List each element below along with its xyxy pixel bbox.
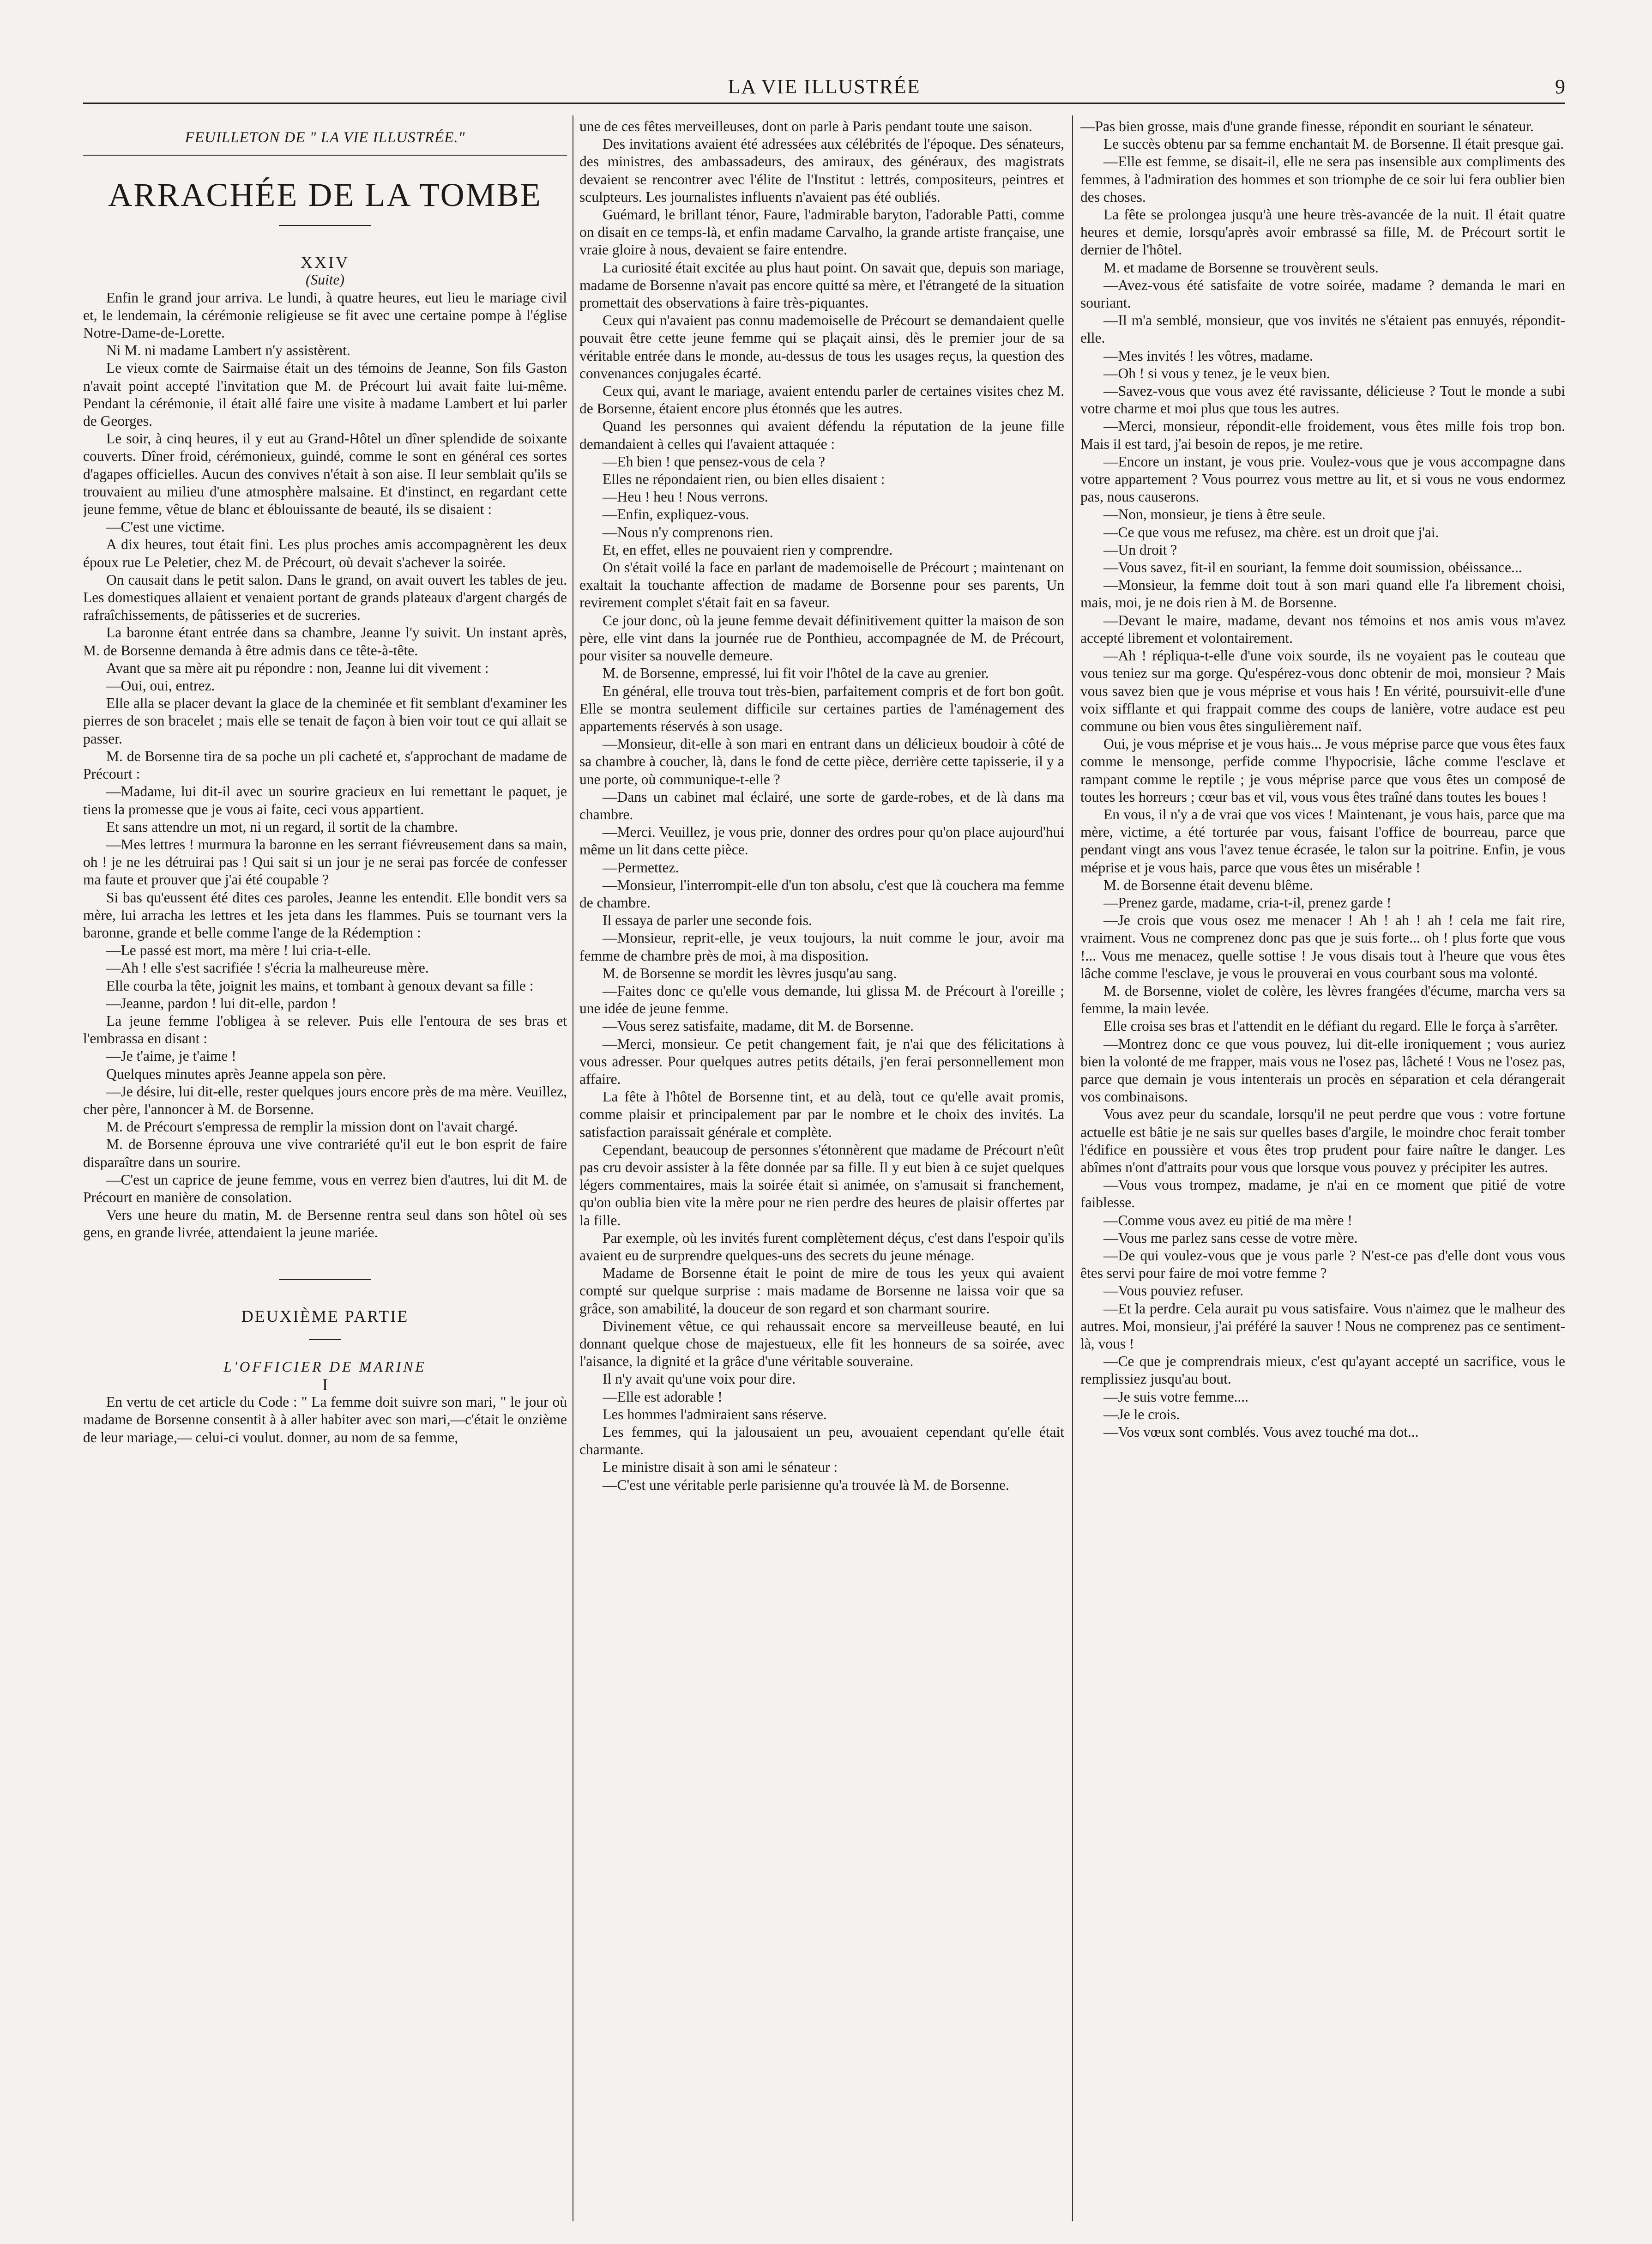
paragraph: —Je t'aime, je t'aime !: [106, 1048, 236, 1065]
paragraph: Madame de Borsenne était le point de mire de tous les yeux qui avaient compté sur quelque surprise : mais madame de Borsenne ne laissa voir que sa grâce, son amabilité, la douceur de son regard et son charmant sourire.: [579, 1265, 1064, 1317]
paragraph: Vous avez peur du scandale, lorsqu'il ne peut perdre que vous : votre fortune actuelle est bâtie je ne sais sur quelles bases d'argile, le moindre choc ferait tomber l'édifice en poussière et vous êtes trop prudent pour faire naître le danger. Les abîmes n'ont d'attraits pour vous que lorsque vous pouvez y précipiter les autres.: [1080, 1106, 1565, 1175]
section-number: I: [322, 1375, 328, 1394]
paragraph: —Heu ! heu ! Nous verrons.: [603, 489, 768, 505]
paragraph: —Oh ! si vous y tenez, je le veux bien.: [1103, 365, 1330, 381]
paragraph: —Je désire, lui dit-elle, rester quelques jours encore près de ma mère. Veuillez, cher père, l'annoncer à M. de Borsenne.: [83, 1083, 567, 1117]
paragraph: On causait dans le petit salon. Dans le grand, on avait ouvert les tables de jeu. Les domestiques allaient et venaient portant de grands plateaux d'argent chargés de rafraîchissements, de pâtisseries et de sucreries.: [83, 571, 567, 623]
paragraph: —Le passé est mort, ma mère ! lui cria-t-elle.: [106, 942, 371, 959]
paragraph: —Vous vous trompez, madame, je n'ai en ce moment que pitié de votre faiblesse.: [1080, 1177, 1565, 1211]
paragraph: Ni M. ni madame Lambert n'y assistèrent.: [106, 342, 350, 359]
paragraph: —Il m'a semblé, monsieur, que vos invités ne s'étaient pas ennuyés, répondit-elle.: [1080, 312, 1565, 346]
chapter-suite: (Suite): [306, 272, 344, 288]
paragraph: Elle courba la tête, joignit les mains, et tombant à genoux devant sa fille :: [106, 977, 534, 994]
paragraph: Elle croisa ses bras et l'attendit en le défiant du regard. Elle le força à s'arrêter.: [1103, 1018, 1558, 1034]
paragraph: Le ministre disait à son ami le sénateur :: [603, 1459, 838, 1476]
paragraph: —Je crois que vous osez me menacer ! Ah ! ah ! ah ! cela me fait rire, vraiment. Vous ne comprenez donc pas que je suis forte... oh ! plus forte que vous !... Vous me menacez, quelle sottise ! Je vous disais tout à l'heure que vous êtes lâche comme l'esclave, je vous le prouverai en vous courbant sous ma volonté.: [1080, 912, 1565, 981]
paragraph: —Merci, monsieur. Ce petit changement fait, je n'ai que des félicitations à vous adresser. Pour quelques autres petits détails, j'en ferai personnellement mon affaire.: [579, 1035, 1064, 1087]
paragraph: —Montrez donc ce que vous pouvez, lui dit-elle ironiquement ; vous auriez bien la volonté de me frapper, mais vous ne l'osez pas, lâcheté ! Vous ne l'osez pas, parce que demain je vous intenterais un procès en séparation et cela dérangerait vos combinaisons.: [1080, 1035, 1565, 1105]
paragraph: —Elle est adorable !: [603, 1388, 723, 1405]
paragraph: Le vieux comte de Sairmaise était un des témoins de Jeanne, Son fils Gaston n'avait point accepté l'invitation que M. de Précourt lui avait faite lui-même. Pendant la cérémonie, il était allé faire une visite à madame Lambert et lui parler de Georges.: [83, 360, 567, 429]
paragraph: On s'était voilé la face en parlant de mademoiselle de Précourt ; maintenant on exaltait la touchante affection de madame de Borsenne pour ses parents, Un revirement complet s'était fait en sa faveur.: [579, 559, 1064, 611]
paragraph: —Merci, monsieur, répondit-elle froidement, vous êtes mille fois trop bon. Mais il est tard, j'ai besoin de repos, je me retire.: [1080, 418, 1565, 452]
paragraph: Ceux qui, avant le mariage, avaient entendu parler de certaines visites chez M. de Borsenne, étaient encore plus étonnés que les autres.: [579, 383, 1064, 417]
paragraph: Enfin le grand jour arriva. Le lundi, à quatre heures, eut lieu le mariage civil et, le lendemain, la cérémonie religieuse se fit avec une certaine pompe à l'église Notre-Dame-de-Lorette.: [83, 289, 567, 341]
paragraph: Elles ne répondaient rien, ou bien elles disaient :: [603, 471, 885, 488]
paragraph: En vertu de cet article du Code : " La femme doit suivre son mari, " le jour où madame de Borsenne consentit à à aller habiter avec son mari,—c'était le onzième de leur mariage,— celui-ci voulut. donner, au nom de sa femme,: [83, 1394, 567, 1446]
paragraph: Des invitations avaient été adressées aux célébrités de l'époque. Des sénateurs, des ministres, des ambassadeurs, des amiraux, des généraux, des magistrats devaient se rencontrer avec l'élite de l'Institut : lettrés, compositeurs, peintres et sculpteurs. Les journalistes influents n'avaient pas été oubliés.: [579, 136, 1064, 205]
paragraph: —Vous savez, fit-il en souriant, la femme doit soumission, obéissance...: [1103, 559, 1522, 576]
paragraph: Il n'y avait qu'une voix pour dire.: [603, 1371, 796, 1387]
paragraph: —De qui voulez-vous que je vous parle ? N'est-ce pas d'elle dont vous vous êtes servi pour faire de moi votre femme ?: [1080, 1247, 1565, 1282]
paragraph: En général, elle trouva tout très-bien, parfaitement compris et de fort bon goût. Elle se montra seulement difficile sur certaines parties de l'aménagement des appartements réservés à son usage.: [579, 683, 1064, 734]
paragraph: —Ce que je comprendrais mieux, c'est qu'ayant accepté un sacrifice, vous le remplissiez jusqu'au bout.: [1080, 1353, 1565, 1387]
paragraph: Vers une heure du matin, M. de Bersenne rentra seul dans son hôtel où ses gens, en grande livrée, attendaient la jeune mariée.: [83, 1207, 567, 1241]
paragraph: —C'est une victime.: [106, 519, 225, 535]
paragraph: La fête se prolongea jusqu'à une heure très-avancée de la nuit. Il était quatre heures et demie, lorsqu'après avoir embrassé sa fille, M. de Précourt sortit le dernier de l'hôtel.: [1080, 206, 1565, 258]
paragraph: La baronne étant entrée dans sa chambre, Jeanne l'y suivit. Un instant après, M. de Borsenne demanda à être admis dans ce tête-à-tête.: [83, 624, 567, 659]
paragraph: —Prenez garde, madame, cria-t-il, prenez garde !: [1103, 894, 1392, 911]
paragraph: Le succès obtenu par sa femme enchantait M. de Borsenne. Il était presque gai.: [1103, 136, 1564, 152]
paragraph: M. de Borsenne, violet de colère, les lèvres frangées d'écume, marcha vers sa femme, la main levée.: [1080, 982, 1565, 1017]
paragraph: —Jeanne, pardon ! lui dit-elle, pardon !: [106, 995, 337, 1011]
paragraph: M. et madame de Borsenne se trouvèrent seuls.: [1103, 259, 1379, 276]
paragraph: —Comme vous avez eu pitié de ma mère !: [1103, 1212, 1352, 1228]
paragraph: —Non, monsieur, je tiens à être seule.: [1103, 506, 1326, 523]
paragraph: —Merci. Veuillez, je vous prie, donner des ordres pour qu'on place aujourd'hui même un lit dans cette pièce.: [579, 824, 1064, 858]
paragraph: —Permettez.: [603, 859, 679, 876]
paragraph: —Vous serez satisfaite, madame, dit M. de Borsenne.: [603, 1018, 914, 1034]
paragraph: Si bas qu'eussent été dites ces paroles, Jeanne les entendit. Elle bondit vers sa mère, lui arracha les lettres et les jeta dans les flammes. Puis se tournant vers la baronne, grande et belle comme l'ange de la Rédemption :: [83, 889, 567, 941]
paragraph: M. de Borsenne, empressé, lui fit voir l'hôtel de la cave au grenier.: [603, 665, 989, 682]
paragraph: Les hommes l'admiraient sans réserve.: [603, 1406, 827, 1422]
paragraph: —Nous n'y comprenons rien.: [603, 524, 773, 540]
paragraph: M. de Borsenne tira de sa poche un pli cacheté et, s'approchant de madame de Précourt :: [83, 748, 567, 782]
paragraph: —Madame, lui dit-il avec un sourire gracieux en lui remettant le paquet, je tiens la promesse que je vous ai faite, ceci vous appartient.: [83, 783, 567, 817]
novel-title: ARRACHÉE DE LA TOMBE: [108, 176, 542, 214]
paragraph: —Enfin, expliquez-vous.: [603, 506, 749, 523]
column-1-part2-text: [83, 1393, 567, 1446]
paragraph: Quand les personnes qui avaient défendu la réputation de la jeune fille demandaient à celles qui l'avaient attaquée :: [579, 418, 1064, 452]
paragraph: —Monsieur, la femme doit tout à son mari quand elle l'a librement choisi, mais, moi, je ne dois rien à M. de Borsenne.: [1080, 577, 1565, 611]
paragraph: —Mes lettres ! murmura la baronne en les serrant fiévreusement dans sa main, oh ! je ne les détruirai pas ! Qui sait si un jour je ne serai pas forcée de confesser ma faute et prouver que j'ai été coupable ?: [83, 836, 567, 888]
feuilleton-heading: FEUILLETON DE " LA VIE ILLUSTRÉE.": [83, 118, 567, 156]
paragraph: —Oui, oui, entrez.: [106, 677, 215, 694]
paragraph: —Mes invités ! les vôtres, madame.: [1103, 347, 1314, 364]
page-header: [83, 69, 1565, 106]
paragraph: Elle alla se placer devant la glace de la cheminée et fit semblant d'examiner les pierres de son bracelet ; mais elle se tenait de façon à bien voir tout ce qui allait se passer.: [83, 695, 567, 747]
paragraph: —Vous me parlez sans cesse de votre mère.: [1103, 1229, 1358, 1246]
paragraph: —Pas bien grosse, mais d'une grande finesse, répondit en souriant le sénateur.: [1080, 118, 1534, 134]
paragraph: —Vous pouviez refuser.: [1103, 1282, 1243, 1299]
column-2: [579, 118, 1064, 2205]
paragraph: —Ah ! elle s'est sacrifiée ! s'écria la malheureuse mère.: [106, 960, 429, 976]
paragraph: Cependant, beaucoup de personnes s'étonnèrent que madame de Précourt n'eût pas cru devoir assister à la fête donnée par sa fille. Il y eut bien à ce sujet quelques légers commentaires, mais la soirée était si animée, on s'amusait si franchement, qu'on oublia bien vite la mère pour ne rien perdre des heures de plaisir offertes par la fille.: [579, 1141, 1064, 1228]
paragraph: —Avez-vous été satisfaite de votre soirée, madame ? demanda le mari en souriant.: [1080, 277, 1565, 311]
page-number: 9: [1555, 75, 1565, 98]
paragraph: M. de Précourt s'empressa de remplir la mission dont on l'avait chargé.: [106, 1119, 518, 1135]
paragraph: En vous, il n'y a de vrai que vos vices ! Maintenant, je vous hais, parce que ma mère, victime, a été torturée par vous, faisant l'office de bourreau, parce que pendant vingt ans vous l'avez tenue écrasée, le talon sur la poitrine. Enfin, je vous méprise et je vous hais, parce que vous êtes un misérable !: [1080, 806, 1565, 876]
paragraph: —Je suis votre femme....: [1103, 1388, 1249, 1405]
paragraph: —Un droit ?: [1103, 541, 1177, 558]
paragraph: Oui, je vous méprise et je vous hais... Je vous méprise parce que vous êtes faux comme le mensonge, perfide comme l'hypocrisie, lâche comme l'esclave et rampant comme le reptile ; je vous méprise parce que vous êtes un composé de toutes les horreurs ; cœur bas et vil, vous vous êtes traîné dans toutes les boues !: [1080, 736, 1565, 805]
paragraph: —Monsieur, reprit-elle, je veux toujours, la nuit comme le jour, avoir ma femme de chambre près de moi, à ma disposition.: [579, 930, 1064, 964]
paragraph: —Faites donc ce qu'elle vous demande, lui glissa M. de Précourt à l'oreille ; une idée de jeune femme.: [579, 982, 1064, 1017]
paragraph: La curiosité était excitée au plus haut point. On savait que, depuis son mariage, madame de Borsenne n'avait pas encore quitté sa mère, et l'étrangeté de la situation promettait des observations à faire très-piquantes.: [579, 259, 1064, 311]
paragraph: —Encore un instant, je vous prie. Voulez-vous que je vous accompagne dans votre appartement ? Vous pourrez vous mettre au lit, et si vous ne vous endormez pas, nous causerons.: [1080, 453, 1565, 505]
part-rule: [309, 1339, 341, 1340]
part-rule-top: [279, 1279, 371, 1280]
column-2-text: [579, 118, 1064, 1494]
paragraph: —Monsieur, dit-elle à son mari en entrant dans un délicieux boudoir à côté de sa chambre à coucher, là, dans le fond de cette pièce, derrière cette tapisserie, il y a une porte, où communique-t-elle ?: [579, 736, 1064, 787]
paragraph: —Eh bien ! que pensez-vous de cela ?: [603, 453, 825, 470]
paragraph: —C'est une véritable perle parisienne qu'a trouvée là M. de Borsenne.: [603, 1476, 1009, 1493]
paragraph: M. de Borsenne se mordit les lèvres jusqu'au sang.: [603, 965, 897, 981]
column-3-text: [1080, 118, 1565, 1441]
column-3: [1080, 118, 1565, 2205]
paragraph: —C'est un caprice de jeune femme, vous en verrez bien d'autres, lui dit M. de Précourt en manière de consolation.: [83, 1171, 567, 1205]
title-rule: [279, 225, 371, 226]
newspaper-title: LA VIE ILLUSTRÉE: [728, 75, 921, 98]
paragraph: —Ah ! répliqua-t-elle d'une voix sourde, ils ne voyaient pas le couteau que vous teniez sur ma gorge. Qu'espérez-vous donc obtenir de moi, monsieur ? Mais vous savez bien que je vous méprise et vous hais ! En vérité, poursuivit-elle d'une voix sifflante et qui frappait comme des coups de lanière, votre audace est peu commune ou bien vous êtes singulièrement naïf.: [1080, 647, 1565, 734]
paragraph: Ce jour donc, où la jeune femme devait définitivement quitter la maison de son père, elle vint dans la journée rue de Ponthieu, accompagnée de M. de Précourt, pour visiter sa nouvelle demeure.: [579, 612, 1064, 664]
column-1: [83, 118, 567, 2205]
paragraph: Par exemple, où les invités furent complètement déçus, c'est dans l'espoir qu'ils avaient eu de surprendre quelques-uns des secrets du jeune ménage.: [579, 1229, 1064, 1264]
paragraph: —Monsieur, l'interrompit-elle d'un ton absolu, c'est que là couchera ma femme de chambre.: [579, 877, 1064, 911]
paragraph: La jeune femme l'obligea à se relever. Puis elle l'entoura de ses bras et l'embrassa en disant :: [83, 1012, 567, 1047]
paragraph: —Elle est femme, se disait-il, elle ne sera pas insensible aux compliments des femmes, à l'admiration des hommes et son triomphe de ce soir lui fera oublier bien des choses.: [1080, 153, 1565, 205]
paragraph: Et sans attendre un mot, ni un regard, il sortit de la chambre.: [106, 818, 458, 835]
paragraph: Quelques minutes après Jeanne appela son père.: [106, 1065, 386, 1082]
part-subtitle: L'OFFICIER DE MARINE: [223, 1358, 427, 1375]
paragraph: Avant que sa mère ait pu répondre : non, Jeanne lui dit vivement :: [106, 659, 489, 676]
paragraph: —Vos vœux sont comblés. Vous avez touché ma dot...: [1103, 1424, 1419, 1440]
paragraph: Ceux qui n'avaient pas connu mademoiselle de Précourt se demandaient quelle pouvait être cette jeune femme qui se plaçait ainsi, dès le premier jour de sa véritable entrée dans le monde, au-dessus de tous les usages reçus, la question des convenances conjugales écarté.: [579, 312, 1064, 381]
paragraph: —Et la perdre. Cela aurait pu vous satisfaire. Vous n'aimez que le malheur des autres. Moi, monsieur, j'ai préféré la sauver ! Nous ne comprenez pas ce sentiment-là, vous !: [1080, 1300, 1565, 1352]
column-1-text: [83, 289, 567, 1242]
paragraph: Il essaya de parler une seconde fois.: [603, 912, 812, 929]
paragraph: M. de Borsenne était devenu blême.: [1103, 877, 1313, 893]
paragraph: La fête à l'hôtel de Borsenne tint, et au delà, tout ce qu'elle avait promis, comme plaisir et principalement par par le nombre et le choix des invités. La satisfaction paraissait générale et complète.: [579, 1089, 1064, 1140]
paragraph: M. de Borsenne éprouva une vive contrariété qu'il eut le bon esprit de faire disparaître dans un sourire.: [83, 1136, 567, 1170]
paragraph: —Je le crois.: [1103, 1406, 1180, 1422]
column-divider-2: [1072, 115, 1073, 2221]
paragraph: —Savez-vous que vous avez été ravissante, délicieuse ? Tout le monde a subi votre charme et moi plus que tous les autres.: [1080, 383, 1565, 417]
paragraph: Guémard, le brillant ténor, Faure, l'admirable baryton, l'adorable Patti, comme on disait en ce temps-là, et enfin madame Carvalho, la grande artiste française, une vraie gloire à nous, devaient se faire entendre.: [579, 206, 1064, 258]
paragraph: A dix heures, tout était fini. Les plus proches amis accompagnèrent les deux époux rue Le Peletier, chez M. de Précourt, où devait s'achever la soirée.: [83, 536, 567, 570]
paragraph: —Devant le maire, madame, devant nos témoins et nos amis vous m'avez accepté librement et volontairement.: [1080, 612, 1565, 646]
header-rule: [83, 103, 1565, 106]
paragraph: Et, en effet, elles ne pouvaient rien y comprendre.: [603, 541, 893, 558]
chapter-number: XXIV: [301, 253, 350, 272]
part-heading: DEUXIÈME PARTIE: [241, 1306, 409, 1325]
paragraph: Le soir, à cinq heures, il y eut au Grand-Hôtel un dîner splendide de soixante couverts. Dîner froid, cérémonieux, guindé, comme le sont en général ces sortes d'agapes officielles. Aucun des convives n'était à son aise. Il leur semblait qu'ils se trouvaient au milieu d'une atmosphère malsaine. Et d'instinct, en regardant cette jeune femme, vêtue de blanc et éblouissante de beauté, ils se disaient :: [83, 430, 567, 518]
paragraph: —Ce que vous me refusez, ma chère. est un droit que j'ai.: [1103, 524, 1439, 540]
paragraph: Les femmes, qui la jalousaient un peu, avouaient cependant qu'elle était charmante.: [579, 1424, 1064, 1458]
paragraph: une de ces fêtes merveilleuses, dont on parle à Paris pendant toute une saison.: [579, 118, 1032, 134]
paragraph: Divinement vêtue, ce qui rehaussait encore sa merveilleuse beauté, en lui donnant quelque chose de majestueux, elle fit les honneurs de sa soirée, avec l'aisance, la dignité et la grâce d'une véritable souveraine.: [579, 1318, 1064, 1370]
paragraph: —Dans un cabinet mal éclairé, une sorte de garde-robes, et de là dans ma chambre.: [579, 788, 1064, 823]
